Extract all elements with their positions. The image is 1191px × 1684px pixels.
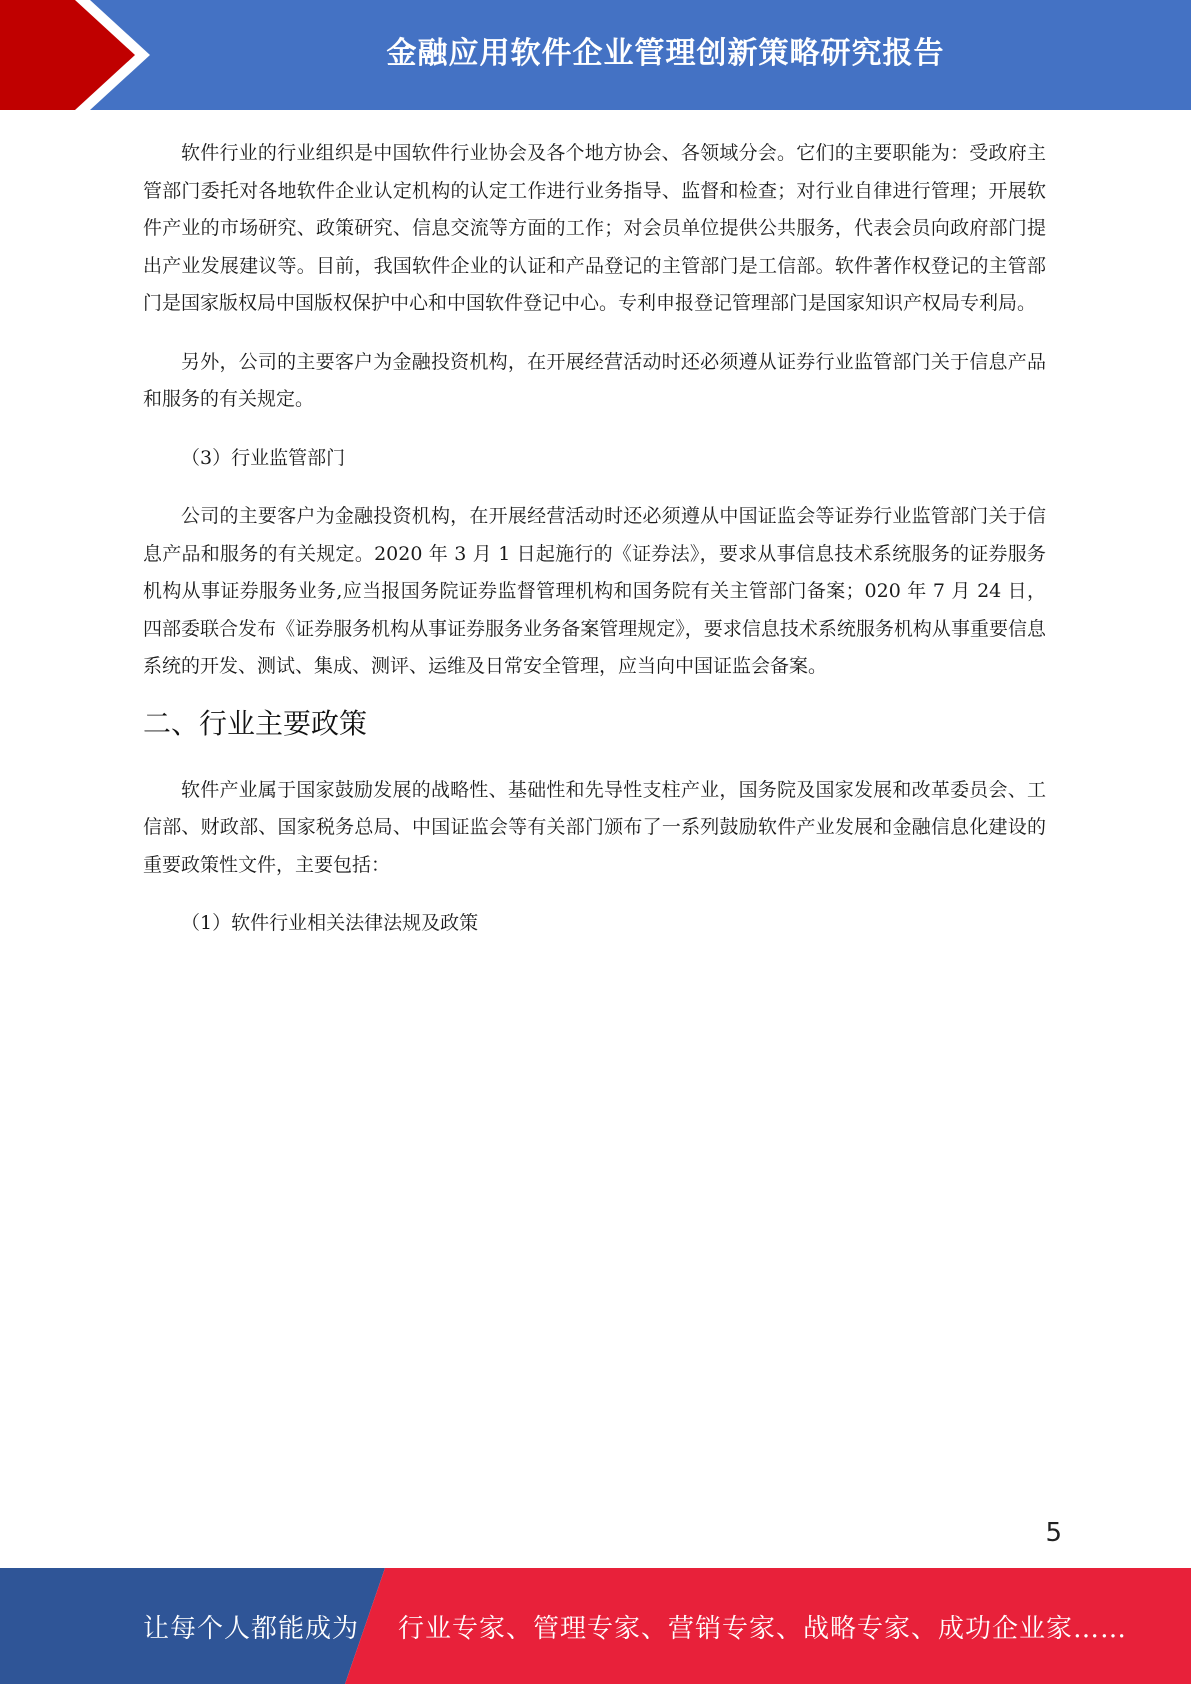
paragraph-customers-regulation: 另外，公司的主要客户为金融投资机构，在开展经营活动时还必须遵从证券行业监管部门关于信息产品和服务的有关规定。 <box>143 350 1046 410</box>
document-body <box>143 135 1046 964</box>
page-header <box>0 0 1191 110</box>
paragraph-industry-organization: 软件行业的行业组织是中国软件行业协会及各个地方协会、各领域分会。它们的主要职能为：受政府主管部门委托对各地软件企业认定机构的认定工作进行业务指导、监督和检查；对行业自律进行管理；开展软件产业的市场研究、政策研究、信息交流等方面的工作；对会员单位提供公共服务，代表会员向政府部门提出产业发展建议等。目前，我国软件企业的认证和产品登记的主管部门是工信部。软件著作权登记的主管部门是国家版权局中国版权保护中心和中国软件登记中心。专利申报登记管理部门是国家知识产权局专利局。 <box>143 142 1046 314</box>
section-heading-policies: 二、行业主要政策 <box>143 706 368 740</box>
subheading-regulatory-departments: （3）行业监管部门 <box>181 446 346 469</box>
page-number: 5 <box>1045 1518 1062 1548</box>
paragraph-policies: 软件产业属于国家鼓励发展的战略性、基础性和先导性支柱产业，国务院及国家发展和改革委员会、工信部、财政部、国家税务总局、中国证监会等有关部门颁布了一系列鼓励软件产业发展和金融信息化建设的重要政策性文件，主要包括： <box>143 778 1046 876</box>
footer-slogan-left: 让每个人都能成为 <box>143 1614 360 1644</box>
paragraph-securities-regulation: 公司的主要客户为金融投资机构，在开展经营活动时还必须遵从中国证监会等证券行业监管部门关于信息产品和服务的有关规定。2020 年 3 月 1 日起施行的《证券法》，要求从事信息技术系统服务的证券服务机构从事证券服务业务,应当报国务院证券监督管理机构和国务院有关主管部门备案；020 年 7 月 24 日，四部委联合发布《证券服务机构从事证券服务业务备案管理规定》，要求信息技术系统服务机构从事重要信息系统的开发、测试、集成、测评、运维及日常安全管理，应当向中国证监会备案。 <box>143 505 1046 677</box>
report-title: 金融应用软件企业管理创新策略研究报告 <box>386 36 945 71</box>
subheading-software-laws: （1）软件行业相关法律法规及政策 <box>181 912 479 934</box>
page-footer <box>0 1568 1191 1684</box>
footer-slogan-right: 行业专家、管理专家、营销专家、战略专家、成功企业家…… <box>398 1614 1128 1644</box>
